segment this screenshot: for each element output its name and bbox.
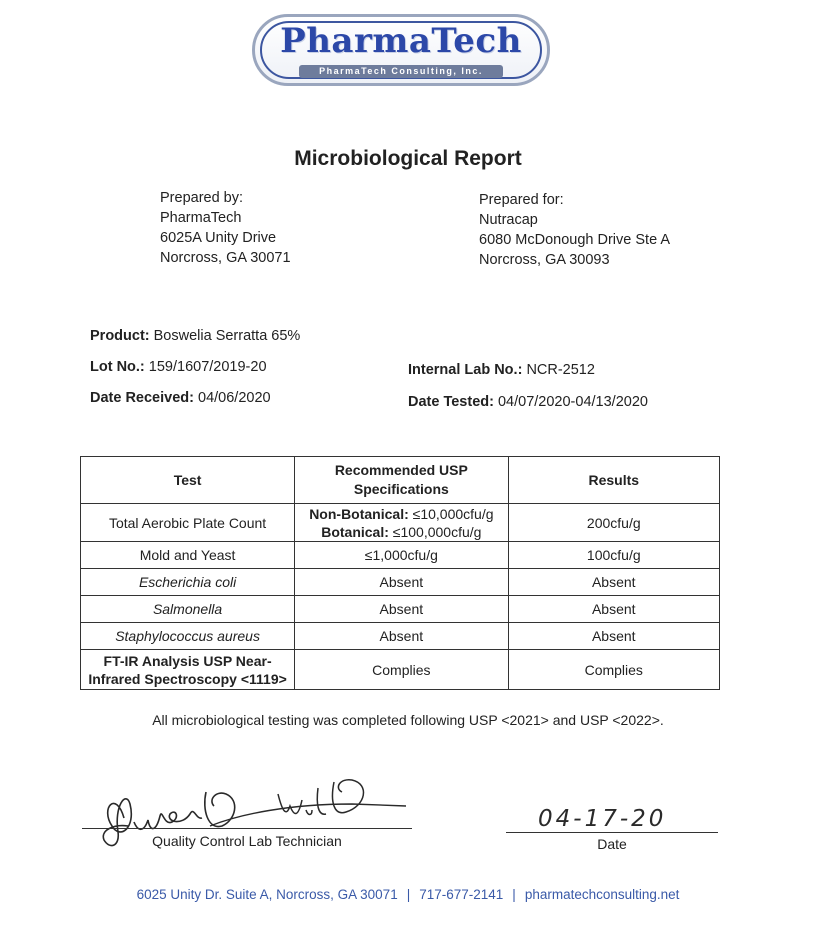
footer-phone: 717-677-2141 [419,887,504,902]
date-label: Date [597,836,627,852]
test-name: Escherichia coli [81,569,295,596]
header-spec-line: Recommended USP [334,462,468,478]
spec-cell: ≤1,000cfu/g [295,542,508,569]
table-row [81,569,720,596]
product-value: Boswelia Serratta 65% [153,328,301,344]
spec-line [299,505,503,523]
footer-separator: | [406,887,411,902]
results-table [80,456,720,690]
header-test: Test [81,457,295,504]
date-received-label: Date Received: [90,390,194,406]
spec-line [299,523,503,541]
spec-value: ≤10,000cfu/g [412,505,494,522]
header-spec-line: Specifications [353,481,449,497]
result-cell: Absent [508,596,719,623]
prepared-for-line: Nutracap [479,212,538,228]
result-cell: Complies [508,650,719,690]
lot-value: 159/1607/2019-20 [148,359,267,375]
technician-signature-line [82,828,412,829]
handwritten-date-text: 04-17-20 [538,806,667,832]
prepared-by-label: Prepared by: [160,190,244,206]
logo-wordmark: PharmaTech [280,21,522,61]
date-tested-value: 04/07/2020-04/13/2020 [497,394,648,410]
spec-cell: Absent [295,623,508,650]
test-name: Total Aerobic Plate Count [81,504,295,542]
prepared-by-line: Norcross, GA 30071 [160,250,291,266]
header-results: Results [508,457,719,504]
test-name-line: Infrared Spectroscopy <1119> [88,670,287,687]
date-tested-label: Date Tested: [408,394,494,410]
spec-cell: Absent [295,569,508,596]
result-cell: 200cfu/g [508,504,719,542]
table-row [81,504,720,542]
testing-note: All microbiological testing was completed following USP <2021> and USP <2022>. [152,712,664,728]
table-header-row [81,457,720,504]
spec-label: Botanical: [321,523,389,540]
test-name: Staphylococcus aureus [81,623,295,650]
test-name: Mold and Yeast [81,542,295,569]
table-row [81,623,720,650]
spec-cell: Complies [295,650,508,690]
prepared-for-label: Prepared for: [479,192,564,208]
header-specifications [295,457,508,504]
test-name [81,650,295,690]
table-row [81,596,720,623]
technician-label: Quality Control Lab Technician [152,833,342,849]
lot-label: Lot No.: [90,359,145,375]
spec-cell [295,504,508,542]
product-label: Product: [90,328,150,344]
footer-separator: | [512,887,516,902]
prepared-by-block [160,188,291,268]
date-signature-line [506,832,718,833]
date-tested-field [408,394,648,410]
table-row [81,650,720,690]
spec-value: ≤100,000cfu/g [392,523,482,540]
internal-lab-value: NCR-2512 [526,362,595,378]
prepared-for-line: Norcross, GA 30093 [479,252,610,268]
internal-lab-label: Internal Lab No.: [408,362,523,378]
test-name-line: FT-IR Analysis USP Near- [103,652,272,669]
date-received-value: 04/06/2020 [198,390,271,406]
product-field [90,328,300,344]
spec-label: Non-Botanical: [309,505,409,522]
handwritten-date [528,800,688,836]
prepared-for-line: 6080 McDonough Drive Ste A [479,232,671,248]
test-name: Salmonella [81,596,295,623]
company-logo [252,14,550,86]
prepared-for-block [479,190,670,270]
lot-field [90,359,267,375]
prepared-by-line: 6025A Unity Drive [160,230,277,246]
footer-website-link[interactable]: pharmatechconsulting.net [524,887,680,902]
prepared-by-line: PharmaTech [160,210,242,226]
spec-cell: Absent [295,596,508,623]
footer [0,887,816,902]
report-title: Microbiological Report [294,147,522,170]
internal-lab-field [408,362,595,378]
logo-tagline: PharmaTech Consulting, Inc. [299,65,503,78]
footer-address: 6025 Unity Dr. Suite A, Norcross, GA 30071 [136,887,398,902]
result-cell: Absent [508,569,719,596]
table-row [81,542,720,569]
date-received-field [90,390,271,406]
result-cell: Absent [508,623,719,650]
result-cell: 100cfu/g [508,542,719,569]
